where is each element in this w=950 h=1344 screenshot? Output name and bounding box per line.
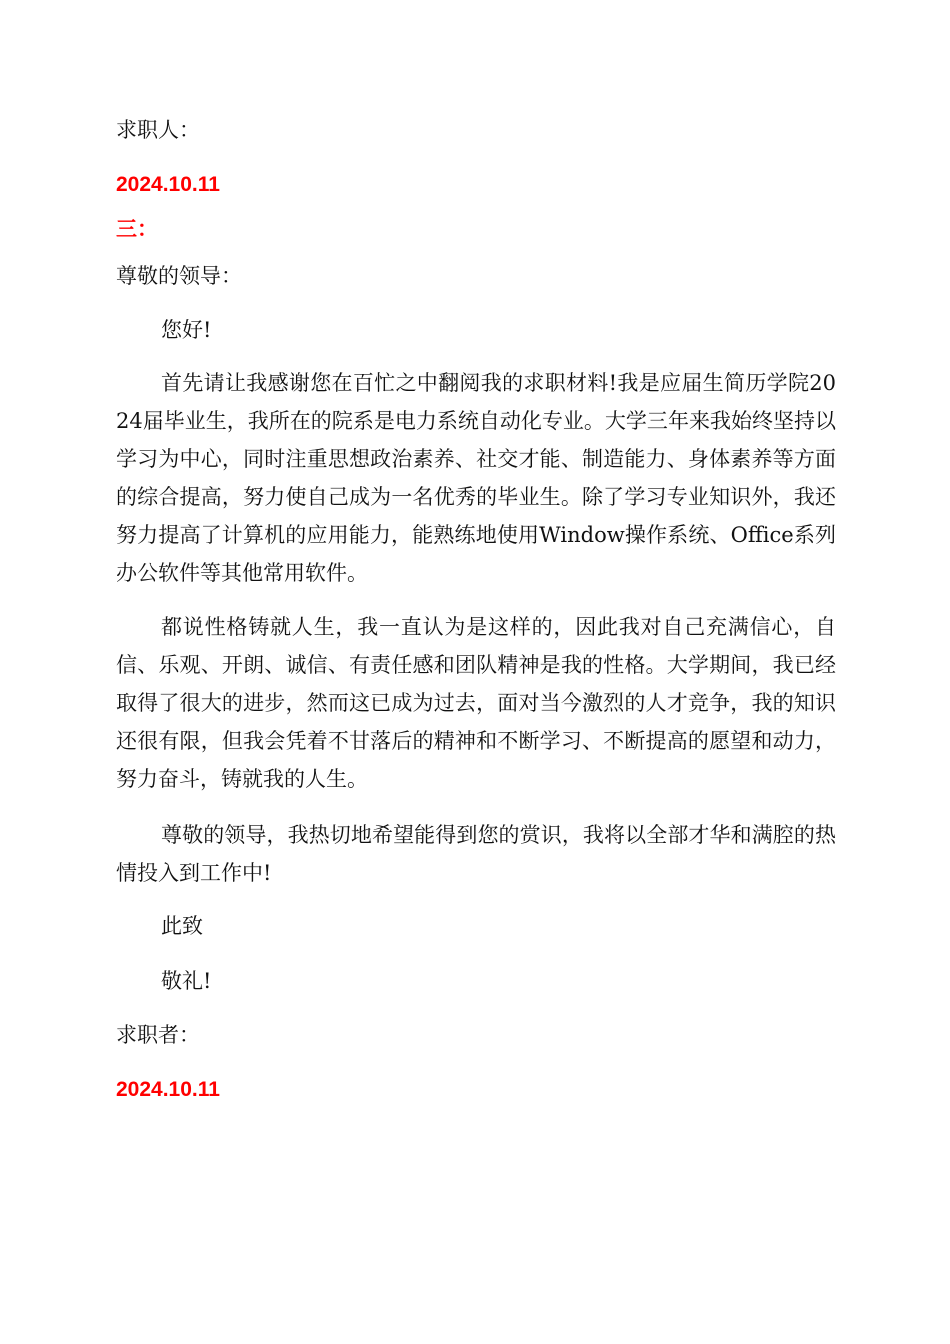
closing-regards: 此致 xyxy=(161,914,203,938)
date-stamp: 2024.10.11 xyxy=(116,173,220,196)
body-paragraph-1: 首先请让我感谢您在百忙之中翻阅我的求职材料!我是应届生简历学院2024届毕业生，我所在的院系是电力系统自动化专业。大学三年来我始终坚持以学习为中心，同时注重思想政治素养、社交才能、制造能力、身体素养等方面的综合提高，努力使自己成为一名优秀的毕业生。除了学习专业知识外，我还努力提高了计算机的应用能力，能熟练地使用Window操作系统、Office系列办公软件等其他常用软件。 xyxy=(116,371,836,585)
greeting: 您好! xyxy=(161,318,212,342)
closing-salute: 敬礼! xyxy=(161,969,212,993)
signature-date: 2024.10.11 xyxy=(116,1078,220,1101)
applicant-label: 求职人： xyxy=(116,118,200,142)
body-paragraph-2: 都说性格铸就人生，我一直认为是这样的，因此我对自己充满信心，自信、乐观、开朗、诚信、有责任感和团队精神是我的性格。大学期间，我已经取得了很大的进步，然而这已成为过去，面对当今激烈的人才竞争，我的知识还很有限，但我会凭着不甘落后的精神和不断学习、不断提高的愿望和动力，努力奋斗，铸就我的人生。 xyxy=(116,615,836,791)
body-paragraph-3: 尊敬的领导，我热切地希望能得到您的赏识，我将以全部才华和满腔的热情投入到工作中! xyxy=(116,823,836,885)
section-marker: 三： xyxy=(116,218,158,241)
applicant-signature-label: 求职者： xyxy=(116,1023,200,1047)
salutation: 尊敬的领导： xyxy=(116,264,242,288)
